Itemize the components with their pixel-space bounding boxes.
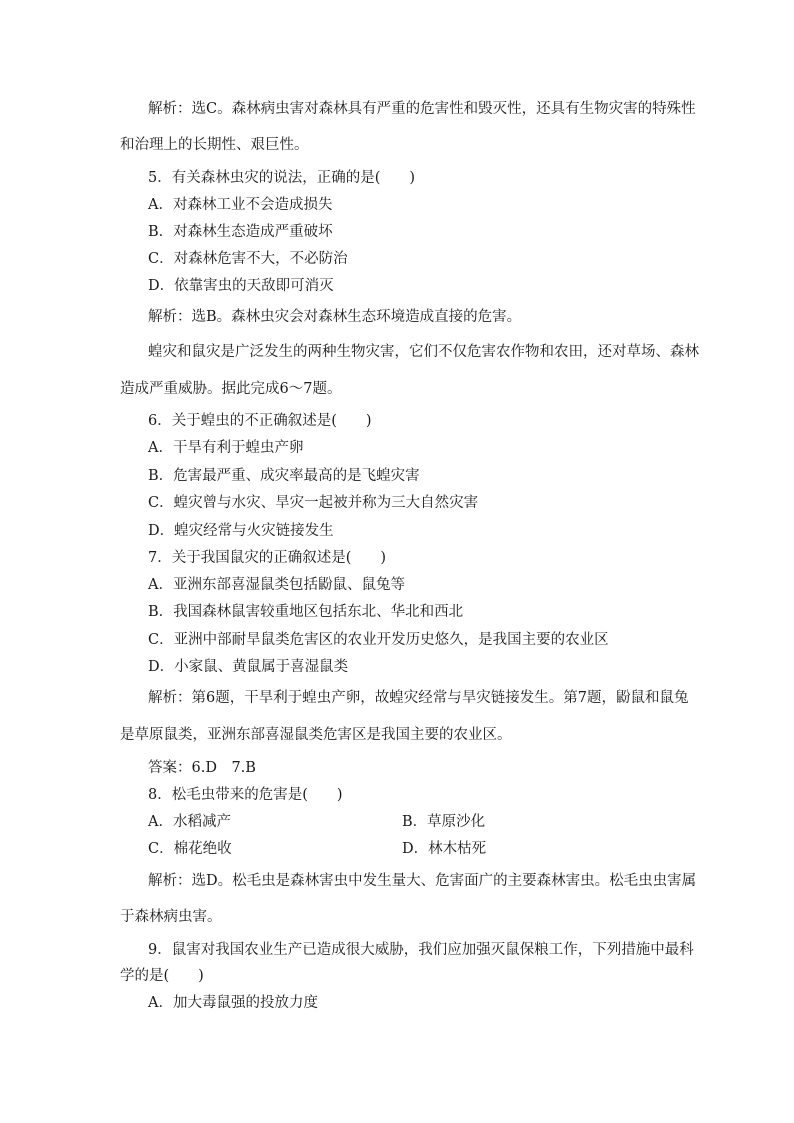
question-6-option-c: C．蝗灾曾与水灾、旱灾一起被并称为三大自然灾害 bbox=[148, 495, 479, 511]
question-5-option-b: B．对森林生态造成严重破坏 bbox=[148, 224, 333, 240]
explanation-q6-7-line1: 解析：第6题，干旱利于蝗虫产卵，故蝗灾经常与旱灾链接发生。第7题，鼢鼠和鼠兔 bbox=[148, 690, 689, 706]
question-9-option-a: A．加大毒鼠强的投放力度 bbox=[148, 995, 318, 1011]
question-9-stem-line2: 学的是( ) bbox=[120, 968, 204, 984]
question-6-option-a: A．干旱有利于蝗虫产卵 bbox=[148, 440, 304, 456]
explanation-q4-line2: 和治理上的长期性、艰巨性。 bbox=[120, 137, 309, 153]
question-9-stem-line1: 9．鼠害对我国农业生产已造成很大威胁，我们应加强灭鼠保粮工作，下列措施中最科 bbox=[148, 942, 694, 958]
material-line2: 造成严重威胁。据此完成6～7题。 bbox=[120, 381, 342, 397]
question-6-option-d: D．蝗灾经常与火灾链接发生 bbox=[148, 523, 334, 539]
question-8-option-d: D．林木枯死 bbox=[402, 841, 487, 857]
explanation-q8-line1: 解析：选D。松毛虫是森林害虫中发生量大、危害面广的主要森林害虫。松毛虫虫害属 bbox=[148, 873, 697, 889]
answer-q6-7: 答案：6.D 7.B bbox=[148, 760, 256, 776]
question-5-stem: 5．有关森林虫灾的说法，正确的是( ) bbox=[148, 170, 416, 186]
question-8-option-a: A．水稻减产 bbox=[148, 814, 231, 830]
question-5-option-d: D．依靠害虫的天敌即可消灭 bbox=[148, 278, 334, 294]
explanation-q4-line1: 解析：选C。森林病虫害对森林具有严重的危害性和毁灭性，还具有生物灾害的特殊性 bbox=[148, 101, 696, 117]
question-7-option-c: C．亚洲中部耐旱鼠类危害区的农业开发历史悠久，是我国主要的农业区 bbox=[148, 632, 609, 648]
material-line1: 蝗灾和鼠灾是广泛发生的两种生物灾害，它们不仅危害农作物和农田，还对草场、森林 bbox=[148, 344, 699, 360]
question-8-option-b: B．草原沙化 bbox=[402, 814, 486, 830]
explanation-q5: 解析：选B。森林虫灾会对森林生态环境造成直接的危害。 bbox=[148, 309, 522, 325]
question-8-option-c: C．棉花绝收 bbox=[148, 841, 232, 857]
question-6-option-b: B．危害最严重、成灾率最高的是飞蝗灾害 bbox=[148, 468, 420, 484]
explanation-q6-7-line2: 是草原鼠类，亚洲东部喜湿鼠类危害区是我国主要的农业区。 bbox=[120, 727, 512, 743]
question-8-stem: 8．松毛虫带来的危害是( ) bbox=[148, 787, 343, 803]
explanation-q8-line2: 于森林病虫害。 bbox=[120, 909, 222, 925]
question-5-option-c: C．对森林危害不大，不必防治 bbox=[148, 251, 348, 267]
question-7-option-a: A．亚洲东部喜湿鼠类包括鼢鼠、鼠兔等 bbox=[148, 577, 405, 593]
question-7-option-d: D．小家鼠、黄鼠属于喜湿鼠类 bbox=[148, 659, 349, 675]
question-6-stem: 6．关于蝗虫的不正确叙述是( ) bbox=[148, 413, 372, 429]
question-7-option-b: B．我国森林鼠害较重地区包括东北、华北和西北 bbox=[148, 604, 464, 620]
question-5-option-a: A．对森林工业不会造成损失 bbox=[148, 197, 333, 213]
question-7-stem: 7．关于我国鼠灾的正确叙述是( ) bbox=[148, 550, 387, 566]
